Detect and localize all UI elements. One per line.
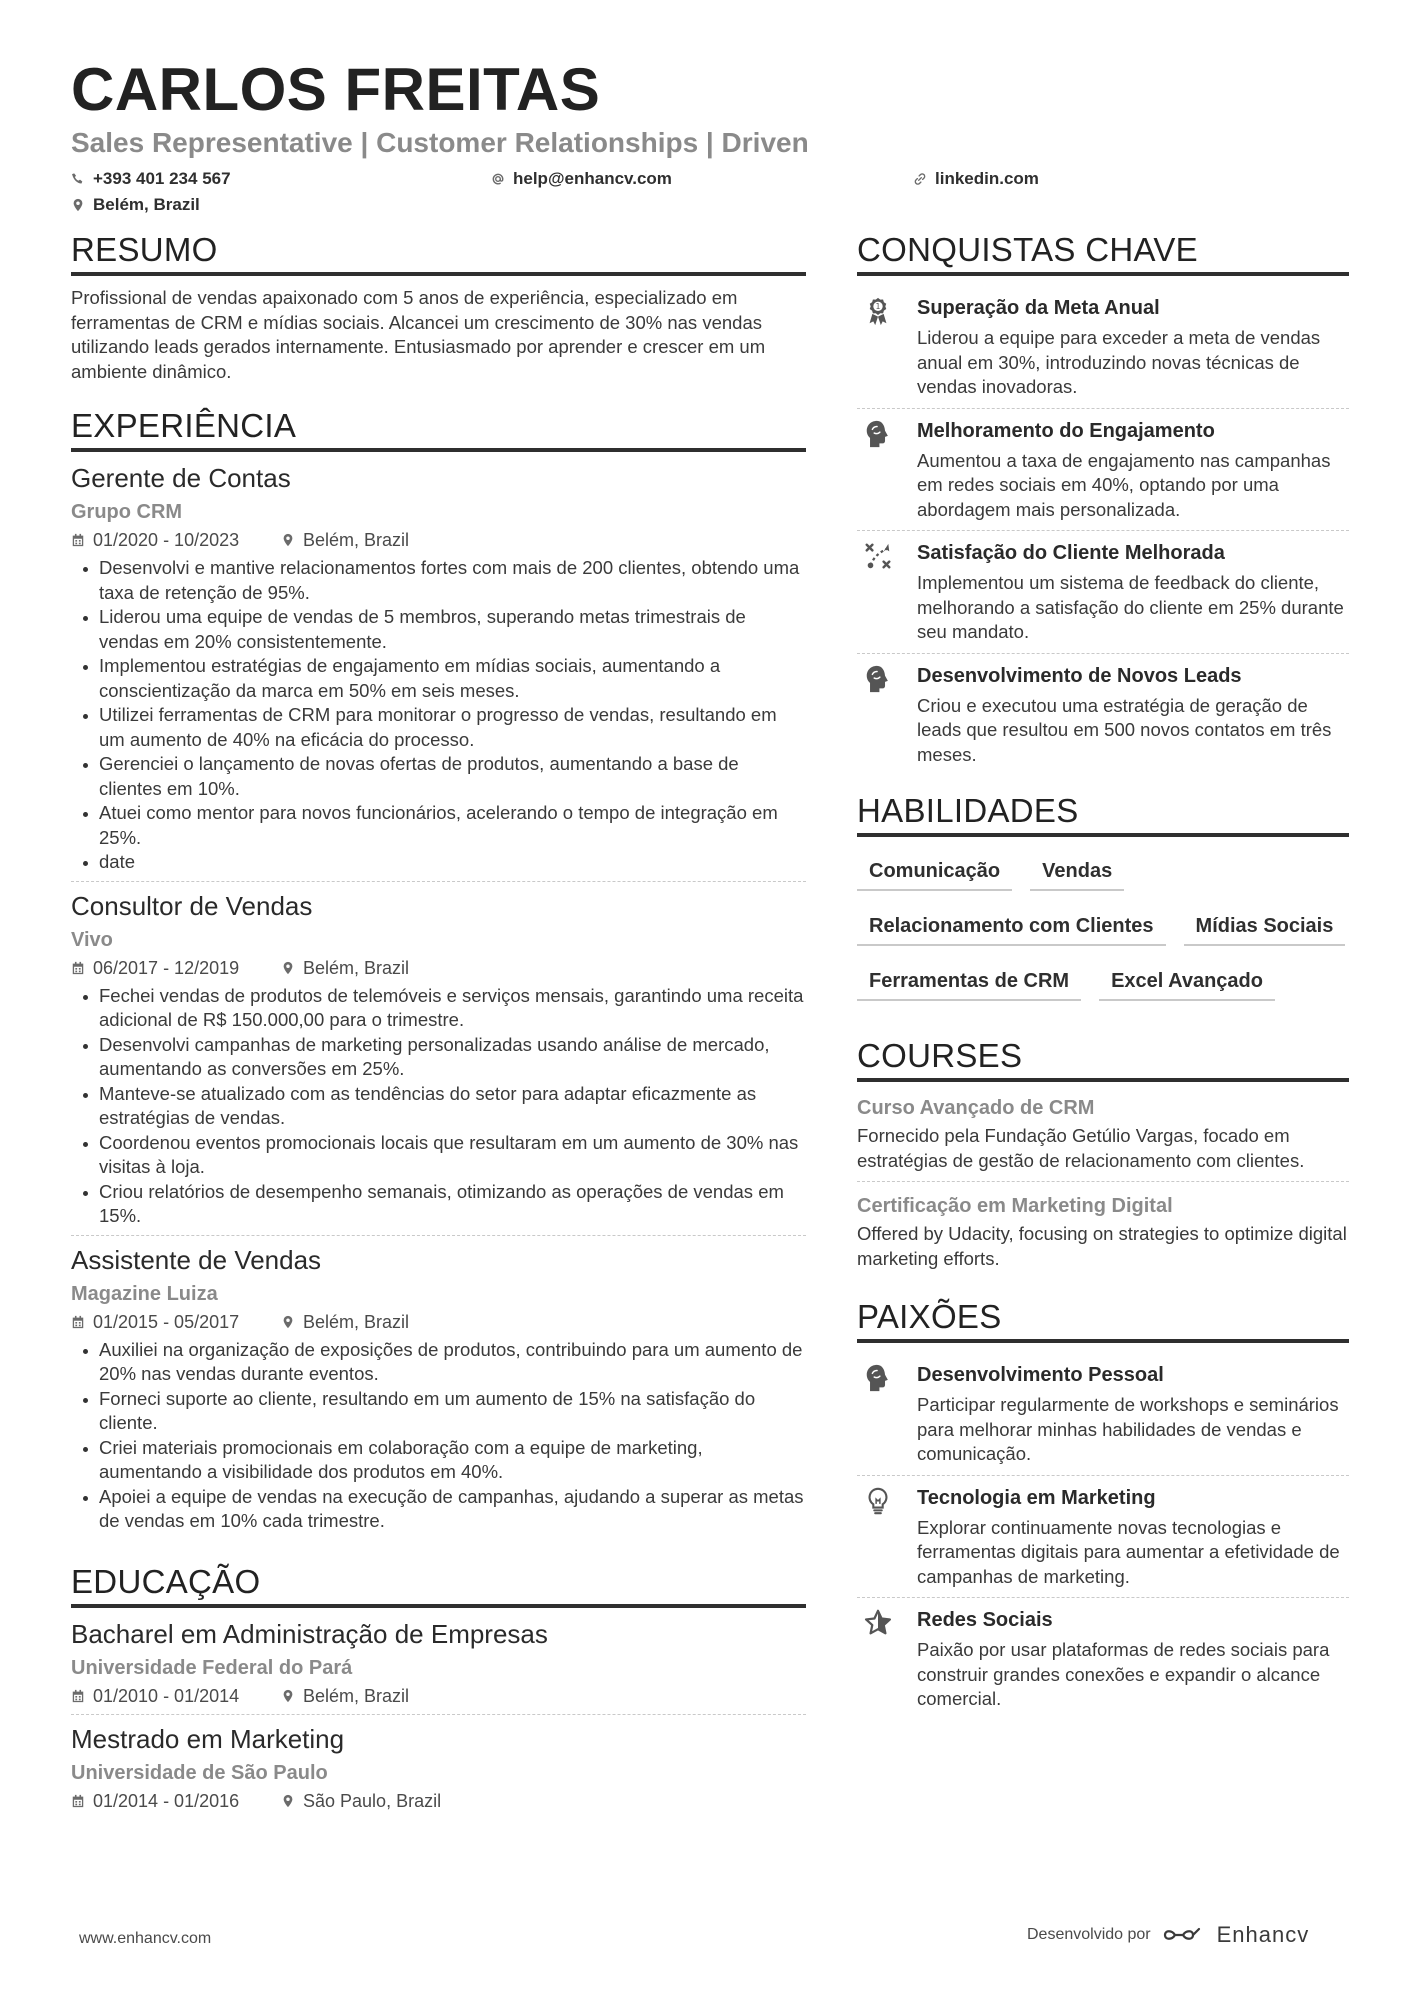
head-icon [857,662,917,768]
passion-title: Desenvolvimento Pessoal [917,1364,1164,1386]
job-bullet: Gerenciei o lançamento de novas ofertas de produtos, aumentando a base de clientes em 10%. [71,752,806,801]
job-bullet: Manteve-se atualizado com as tendências do setor para adaptar eficazmente as estratégias de vendas. [71,1082,806,1131]
job-entry [71,890,806,1236]
achievement-item [857,531,1349,654]
education-meta [71,1684,806,1708]
course-item [857,1190,1349,1279]
company-name: Magazine Luiza [71,1282,218,1305]
phone-contact[interactable] [71,169,491,189]
job-bullet: Implementou estratégias de engajamento em mídias sociais, aumentando a conscientização da marca em 50% em seis meses. [71,654,806,703]
head-icon [857,417,917,523]
location-contact [71,192,1341,218]
link-icon [913,172,927,186]
school-name: Universidade Federal do Pará [71,1656,353,1679]
education-meta [71,1789,806,1813]
degree-title: Mestrado em Marketing [71,1723,345,1754]
job-bullet: Coordenou eventos promocionais locais que resultaram em um aumento de 30% nas visitas à loja. [71,1131,806,1180]
location-text: Belém, Brazil [93,195,200,214]
footer-branding[interactable] [1027,1922,1309,1948]
education-entry [71,1723,806,1819]
phone-icon [71,172,85,186]
job-location: Belém, Brazil [281,1310,409,1334]
map-pin-icon [281,961,295,975]
education-heading: EDUCAÇÃO [71,1562,806,1608]
map-pin-icon [281,1794,295,1808]
email-address: help@enhancv.com [513,169,672,188]
brand-logo [1163,1922,1310,1948]
course-title: Certificação em Marketing Digital [857,1195,1173,1217]
job-meta [71,956,806,980]
calendar-icon [71,1315,85,1329]
school-name: Universidade de São Paulo [71,1761,328,1784]
passion-item [857,1598,1349,1720]
job-bullet: Desenvolvi campanhas de marketing personalizadas usando análise de mercado, aumentando as conversões em 25%. [71,1033,806,1082]
achievement-desc: Aumentou a taxa de engajamento nas campanhas em redes sociais em 40%, optando por uma abordagem mais personalizada. [917,449,1331,520]
skills-list [857,847,1349,1016]
powered-by-text: Desenvolvido por [1027,1926,1151,1943]
education-dates: 01/2014 - 01/2016 [71,1789,281,1813]
achievement-title: Satisfação do Cliente Melhorada [917,542,1225,564]
company-name: Grupo CRM [71,501,183,523]
job-bullet: Criei materiais promocionais em colaboração com a equipe de marketing, aumentando a visibilidade dos produtos em 40%. [71,1436,806,1485]
job-location: Belém, Brazil [281,956,409,980]
map-pin-icon [71,198,85,212]
job-bullets [71,984,806,1229]
job-dates: 01/2020 - 10/2023 [71,528,281,552]
at-icon [491,172,505,186]
linkedin-url: linkedin.com [935,169,1039,188]
infinity-logo-icon [1163,1923,1209,1947]
courses-heading: COURSES [857,1036,1349,1082]
map-pin-icon [281,1689,295,1703]
passion-item [857,1476,1349,1599]
calendar-icon [71,1794,85,1808]
course-desc: Offered by Udacity, focusing on strategies to optimize digital marketing efforts. [857,1223,1347,1269]
map-pin-icon [281,1315,295,1329]
job-bullet: date [71,850,806,875]
degree-title: Bacharel em Administração de Empresas [71,1618,548,1649]
skill-tag: Ferramentas de CRM [857,961,1081,1001]
headline: Sales Representative | Customer Relationships | Driven [71,127,809,158]
job-bullet: Forneci suporte ao cliente, resultando em um aumento de 15% na satisfação do cliente. [71,1387,806,1436]
job-location: Belém, Brazil [281,528,409,552]
job-dates: 01/2015 - 05/2017 [71,1310,281,1334]
lightbulb-icon [857,1484,917,1590]
contact-row [71,166,1341,192]
passion-title: Redes Sociais [917,1609,1053,1631]
education-entry [71,1618,806,1715]
email-contact[interactable] [491,169,913,189]
skill-tag: Vendas [1030,851,1124,891]
education-location: Belém, Brazil [281,1684,409,1708]
linkedin-contact[interactable] [913,169,1039,189]
job-bullet: Auxiliei na organização de exposições de produtos, contribuindo para um aumento de 20% nas vendas durante eventos. [71,1338,806,1387]
award-icon [857,294,917,400]
summary-heading: RESUMO [71,230,806,276]
job-meta [71,1310,806,1334]
calendar-icon [71,533,85,547]
job-bullet: Atuei como mentor para novos funcionários, acelerando o tempo de integração em 25%. [71,801,806,850]
summary-text: Profissional de vendas apaixonado com 5 anos de experiência, especializado em ferramentas de CRM e mídias sociais. Alcancei um crescimento de 30% nas vendas utilizando leads gerados internamente. Entusiasmado por aprender e crescer em um ambiente dinâmico. [71,287,766,382]
course-desc: Fornecido pela Fundação Getúlio Vargas, focado em estratégias de gestão de relacionamento com clientes. [857,1125,1305,1171]
achievement-desc: Implementou um sistema de feedback do cliente, melhorando a satisfação do cliente em 25% durante seu mandato. [917,572,1344,642]
svg-text:1: 1 [875,302,881,312]
calendar-icon [71,961,85,975]
map-pin-icon [281,533,295,547]
passion-desc: Participar regularmente de workshops e seminários para melhorar minhas habilidades de vendas e comunicação. [917,1394,1339,1464]
achievement-title: Desenvolvimento de Novos Leads [917,664,1242,687]
job-bullets [71,556,806,875]
left-column [71,230,806,1827]
skill-tag: Mídias Sociais [1184,906,1346,946]
experience-heading: EXPERIÊNCIA [71,406,806,452]
job-title: Assistente de Vendas [71,1244,322,1275]
job-dates: 06/2017 - 12/2019 [71,956,281,980]
resume-header [71,58,1341,218]
company-name: Vivo [71,928,113,951]
job-entry [71,462,806,882]
job-bullet: Utilizei ferramentas de CRM para monitorar o progresso de vendas, resultando em um aumento de 40% na eficácia do processo. [71,703,806,752]
job-bullets [71,1338,806,1534]
achievement-title: Superação da Meta Anual [917,297,1160,319]
passion-desc: Paixão por usar plataformas de redes sociais para construir grandes conexões e expandir o alcance comercial. [917,1639,1330,1709]
passion-desc: Explorar continuamente novas tecnologias e ferramentas digitais para aumentar a efetividade de campanhas de marketing. [917,1516,1340,1587]
course-title: Curso Avançado de CRM [857,1097,1095,1119]
brand-name: Enhancv [1216,1922,1310,1947]
head-icon [857,1361,917,1467]
achievement-title: Melhoramento do Engajamento [917,419,1215,442]
star-icon [857,1606,917,1712]
job-bullet: Liderou uma equipe de vendas de 5 membros, superando metas trimestrais de vendas em 20% consistentemente. [71,605,806,654]
phone-number: +393 401 234 567 [93,169,231,188]
job-bullet: Criou relatórios de desempenho semanais, otimizando as operações de vendas em 15%. [71,1180,806,1229]
education-location: São Paulo, Brazil [281,1789,441,1813]
achievements-heading: CONQUISTAS CHAVE [857,230,1349,276]
job-bullet: Desenvolvi e mantive relacionamentos fortes com mais de 200 clientes, obtendo uma taxa de retenção de 95%. [71,556,806,605]
job-meta [71,528,806,552]
skill-tag: Excel Avançado [1099,961,1275,1001]
passions-heading: PAIXÕES [857,1297,1349,1343]
strategy-icon [857,539,917,645]
footer-website[interactable]: www.enhancv.com [79,1930,212,1947]
achievement-item [857,409,1349,532]
candidate-name: CARLOS FREITAS [71,56,601,123]
job-title: Consultor de Vendas [71,890,313,921]
passion-title: Tecnologia em Marketing [917,1486,1156,1509]
achievement-item [857,654,1349,776]
skills-heading: HABILIDADES [857,791,1349,837]
job-entry [71,1244,806,1540]
achievement-desc: Liderou a equipe para exceder a meta de vendas anual em 30%, introduzindo novas técnicas de vendas inovadoras. [917,327,1321,397]
job-bullet: Fechei vendas de produtos de telemóveis e serviços mensais, garantindo uma receita adicional de R$ 150.000,00 para o trimestre. [71,984,806,1033]
skill-tag: Comunicação [857,851,1012,891]
passion-item [857,1353,1349,1476]
achievement-item [857,286,1349,409]
right-column [857,230,1349,1720]
calendar-icon [71,1689,85,1703]
achievement-desc: Criou e executou uma estratégia de geração de leads que resultou em 500 novos contatos em três meses. [917,694,1332,765]
education-dates: 01/2010 - 01/2014 [71,1684,281,1708]
job-bullet: Apoiei a equipe de vendas na execução de campanhas, ajudando a superar as metas de vendas em 10% cada trimestre. [71,1485,806,1534]
job-title: Gerente de Contas [71,463,291,493]
skill-tag: Relacionamento com Clientes [857,906,1166,946]
course-item [857,1092,1349,1182]
